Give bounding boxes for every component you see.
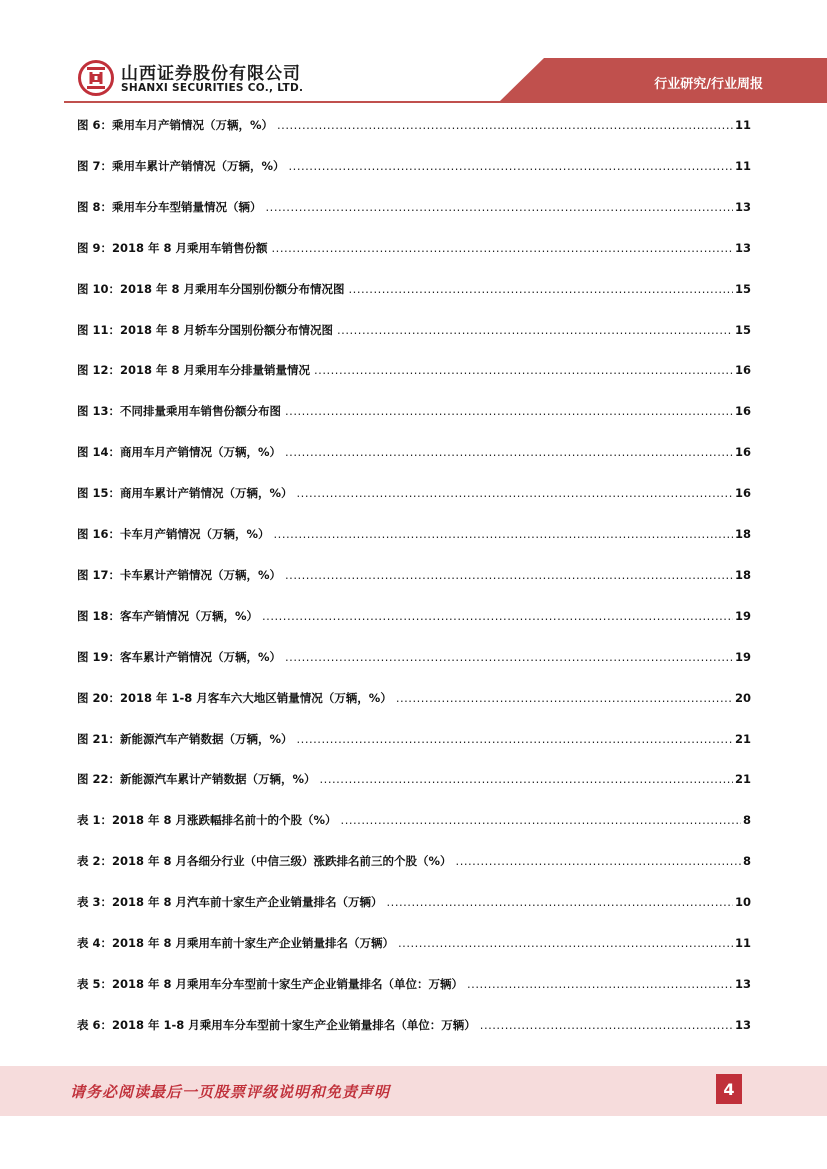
toc-dot-leader bbox=[337, 323, 733, 337]
toc-entry[interactable] bbox=[77, 240, 751, 258]
toc-entry[interactable] bbox=[77, 1017, 751, 1035]
toc-entry-label: 图 22：新能源汽车累计产销数据（万辆，%） bbox=[77, 772, 316, 787]
toc-dot-leader bbox=[314, 363, 733, 377]
toc-dot-leader bbox=[289, 159, 733, 173]
toc-dot-leader bbox=[467, 977, 733, 991]
toc-entry-label: 图 15：商用车累计产销情况（万辆，%） bbox=[77, 486, 293, 501]
toc-entry-label: 图 10：2018 年 8 月乘用车分国别份额分布情况图 bbox=[77, 281, 345, 296]
toc-dot-leader bbox=[297, 732, 733, 746]
toc-entry[interactable] bbox=[77, 485, 751, 503]
company-name-en: SHANXI SECURITIES CO., LTD. bbox=[121, 82, 304, 94]
toc-entry[interactable] bbox=[77, 608, 751, 626]
toc-entry[interactable] bbox=[77, 117, 751, 135]
disclaimer-notice: 请务必阅读最后一页股票评级说明和免责声明 bbox=[70, 1083, 391, 1101]
toc-entry[interactable] bbox=[77, 158, 751, 176]
toc-entry-page: 8 bbox=[742, 854, 751, 869]
toc-entry-label: 图 11：2018 年 8 月轿车分国别份额分布情况图 bbox=[77, 322, 334, 337]
toc-entry-label: 图 7：乘用车累计产销情况（万辆，%） bbox=[77, 158, 285, 173]
toc-entry-page: 18 bbox=[734, 527, 751, 541]
toc-entry-label: 图 8：乘用车分车型销量情况（辆） bbox=[77, 199, 262, 214]
toc-entry-label: 图 9：2018 年 8 月乘用车销售份额 bbox=[77, 240, 268, 255]
toc-entry-page: 11 bbox=[734, 158, 751, 173]
toc-entry[interactable] bbox=[77, 199, 751, 217]
toc-entry-label: 图 21：新能源汽车产销数据（万辆，%） bbox=[77, 731, 293, 746]
toc-entry[interactable] bbox=[77, 567, 751, 585]
toc-dot-leader bbox=[297, 486, 733, 500]
toc-entry[interactable] bbox=[77, 976, 751, 994]
toc-entry-label: 图 14：商用车月产销情况（万辆，%） bbox=[77, 445, 282, 460]
toc-entry-page: 21 bbox=[734, 731, 751, 746]
toc-dot-leader bbox=[285, 445, 733, 459]
toc-entry-page: 13 bbox=[734, 240, 751, 255]
toc-dot-leader bbox=[277, 118, 733, 132]
toc-dot-leader bbox=[398, 936, 733, 950]
toc-entry-page: 20 bbox=[734, 690, 751, 705]
toc-entry-page: 18 bbox=[734, 567, 751, 582]
toc-dot-leader bbox=[285, 650, 733, 664]
toc-entry-label: 图 17：卡车累计产销情况（万辆，%） bbox=[77, 567, 282, 582]
toc-entry-label: 表 1：2018 年 8 月涨跌幅排名前十的个股（%） bbox=[77, 813, 337, 828]
toc-entry[interactable] bbox=[77, 526, 751, 544]
report-type-tag: 行业研究/行业周报 bbox=[654, 77, 763, 92]
toc-entry-page: 8 bbox=[742, 813, 751, 828]
toc-entry[interactable] bbox=[77, 362, 751, 380]
toc-entry[interactable] bbox=[77, 281, 751, 299]
toc-entry[interactable] bbox=[77, 894, 751, 912]
toc-dot-leader bbox=[272, 241, 733, 255]
toc-dot-leader bbox=[320, 772, 733, 786]
toc-entry-label: 表 5：2018 年 8 月乘用车分车型前十家生产企业销量排名（单位：万辆） bbox=[77, 976, 464, 991]
page-header bbox=[0, 0, 827, 104]
toc-entry-page: 16 bbox=[734, 363, 751, 378]
toc-entry-label: 表 3：2018 年 8 月汽车前十家生产企业销量排名（万辆） bbox=[77, 895, 383, 910]
toc-entry[interactable] bbox=[77, 812, 751, 830]
toc-entry-label: 图 20：2018 年 1-8 月客车六大地区销量情况（万辆，%） bbox=[77, 690, 392, 705]
company-logo-icon bbox=[78, 60, 114, 96]
toc-entry-page: 19 bbox=[734, 649, 751, 664]
toc-dot-leader bbox=[274, 527, 733, 541]
toc-entry-page: 10 bbox=[734, 895, 751, 910]
toc-entry[interactable] bbox=[77, 935, 751, 953]
toc-entry[interactable] bbox=[77, 690, 751, 708]
toc-entry[interactable] bbox=[77, 853, 751, 871]
toc-dot-leader bbox=[266, 200, 733, 214]
toc-entry-page: 15 bbox=[734, 322, 751, 337]
toc-entry-label: 图 16：卡车月产销情况（万辆，%） bbox=[77, 527, 270, 541]
toc-dot-leader bbox=[262, 609, 733, 623]
toc-dot-leader bbox=[341, 813, 741, 827]
toc-entry-label: 图 18：客车产销情况（万辆，%） bbox=[77, 608, 259, 623]
page-number: 4 bbox=[716, 1074, 742, 1104]
toc-entry[interactable] bbox=[77, 322, 751, 340]
toc-entry-page: 19 bbox=[734, 608, 751, 623]
toc-entry-page: 15 bbox=[734, 281, 751, 296]
company-name-cn: 山西证券股份有限公司 bbox=[121, 64, 301, 84]
toc-entry-page: 21 bbox=[734, 772, 751, 787]
toc-dot-leader bbox=[480, 1018, 733, 1032]
toc-entry-page: 16 bbox=[734, 445, 751, 460]
toc-entry[interactable] bbox=[77, 444, 751, 462]
toc-dot-leader bbox=[387, 895, 733, 909]
toc-entry-label: 图 12：2018 年 8 月乘用车分排量销量情况 bbox=[77, 363, 311, 378]
toc-entry-page: 13 bbox=[734, 976, 751, 991]
toc-entry-page: 11 bbox=[734, 118, 751, 132]
toc-entry-label: 图 19：客车累计产销情况（万辆，%） bbox=[77, 649, 282, 664]
toc-dot-leader bbox=[349, 282, 733, 296]
toc-dot-leader bbox=[285, 568, 733, 582]
toc-entry-label: 表 2：2018 年 8 月各细分行业（中信三级）涨跌排名前三的个股（%） bbox=[77, 854, 452, 869]
toc-dot-leader bbox=[396, 691, 733, 705]
toc-entry[interactable] bbox=[77, 649, 751, 667]
toc-entry-label: 表 6：2018 年 1-8 月乘用车分车型前十家生产企业销量排名（单位：万辆） bbox=[77, 1017, 476, 1032]
toc-entry-label: 图 6：乘用车月产销情况（万辆，%） bbox=[77, 118, 274, 132]
toc-entry-page: 11 bbox=[734, 936, 751, 950]
toc-entry-label: 图 13：不同排量乘用车销售份额分布图 bbox=[77, 404, 282, 419]
toc-entry[interactable] bbox=[77, 731, 751, 749]
toc-entry-label: 表 4：2018 年 8 月乘用车前十家生产企业销量排名（万辆） bbox=[77, 936, 395, 950]
page-footer bbox=[0, 1066, 827, 1116]
toc-entry[interactable] bbox=[77, 771, 751, 789]
toc-entry[interactable] bbox=[77, 403, 751, 421]
toc-dot-leader bbox=[285, 404, 733, 418]
toc-dot-leader bbox=[456, 854, 741, 868]
header-divider bbox=[64, 101, 827, 103]
toc-entry-page: 13 bbox=[734, 199, 751, 214]
toc-entry-page: 13 bbox=[734, 1017, 751, 1032]
toc-entry-page: 16 bbox=[734, 404, 751, 419]
toc-entry-page: 16 bbox=[734, 486, 751, 501]
